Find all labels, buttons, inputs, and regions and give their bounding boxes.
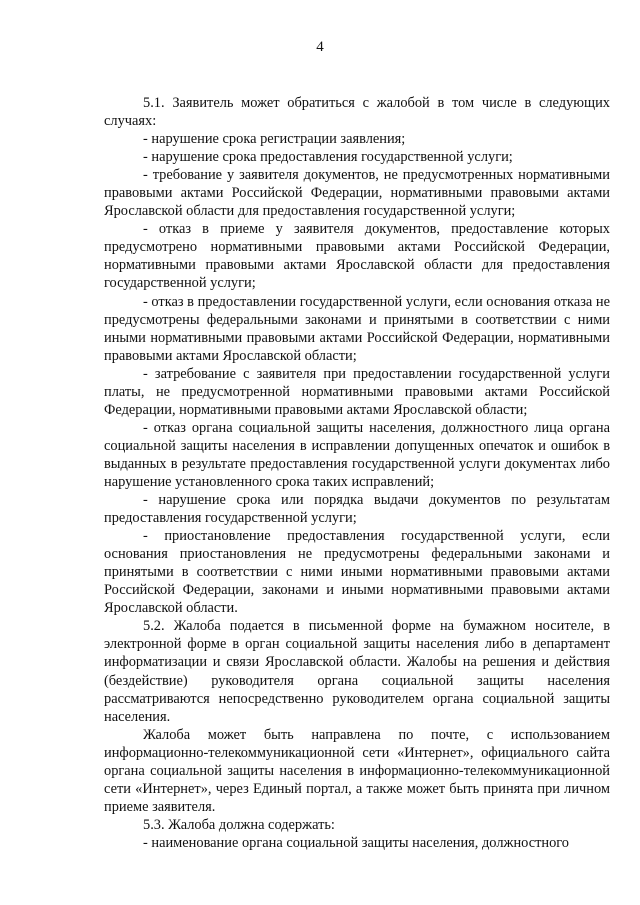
list-item: - нарушение срока регистрации заявления; xyxy=(143,131,406,148)
list-item: - отказ в приеме у заявителя документов, предоставление которых предусмотрено нормативными правовыми актами Российской Федерации, нормативными правовыми актами Ярославской области для предоставления государственной услуги; xyxy=(104,221,610,292)
list-item: - затребование с заявителя при предоставлении государственной услуги платы, не предусмотренной нормативными правовыми актами Российской Федерации, нормативными правовыми актами Ярославской области; xyxy=(104,365,610,418)
paragraph: Жалоба может быть направлена по почте, с использованием информационно-телекоммуникационной сети «Интернет», официального сайта органа социальной защиты населения в информационно-телекоммуникационной сети «Интернет», через Единый портал, а также может быть принята при личном приеме заявителя. xyxy=(104,726,610,815)
document-body xyxy=(104,94,610,852)
list-item: - наименование органа социальной защиты населения, должностного xyxy=(143,834,570,851)
paragraph-5-1: 5.1. Заявитель может обратиться с жалобой в том числе в следующих случаях: xyxy=(104,95,610,130)
page-number: 4 xyxy=(316,39,324,55)
list-item: - отказ в предоставлении государственной услуги, если основания отказа не предусмотрены федеральными законами и принятыми в соответствии с ними иными нормативными правовыми актами Российской Федерации, нормативными правовыми актами Ярославской области; xyxy=(104,293,610,364)
paragraph-5-3: 5.3. Жалоба должна содержать: xyxy=(143,816,335,833)
list-item: - отказ органа социальной защиты населения, должностного лица органа социальной защиты населения в исправлении допущенных опечаток и ошибок в выданных в результате предоставления государственной услуги документах либо нарушение установленного срока таких исправлений; xyxy=(104,419,610,490)
list-item: - нарушение срока предоставления государственной услуги; xyxy=(143,149,513,166)
list-item: - требование у заявителя документов, не предусмотренных нормативными правовыми актами Российской Федерации, нормативными правовыми актами Ярославской области для предоставления государственной услуги; xyxy=(104,167,610,220)
paragraph-5-2: 5.2. Жалоба подается в письменной форме на бумажном носителе, в электронной форме в орган социальной защиты населения либо в департамент информатизации и связи Ярославской области. Жалобы на решения и действия (бездействие) руководителя органа социальной защиты населения рассматриваются непосредственно руководителем органа социальной защиты населения. xyxy=(104,618,610,725)
list-item: - приостановление предоставления государственной услуги, если основания приостановления не предусмотрены федеральными законами и принятыми в соответствии с ними иными нормативными правовыми актами Российской Федерации, законами и иными нормативными правовыми актами Ярославской области. xyxy=(104,528,610,617)
list-item: - нарушение срока или порядка выдачи документов по результатам предоставления государственной услуги; xyxy=(104,492,610,527)
